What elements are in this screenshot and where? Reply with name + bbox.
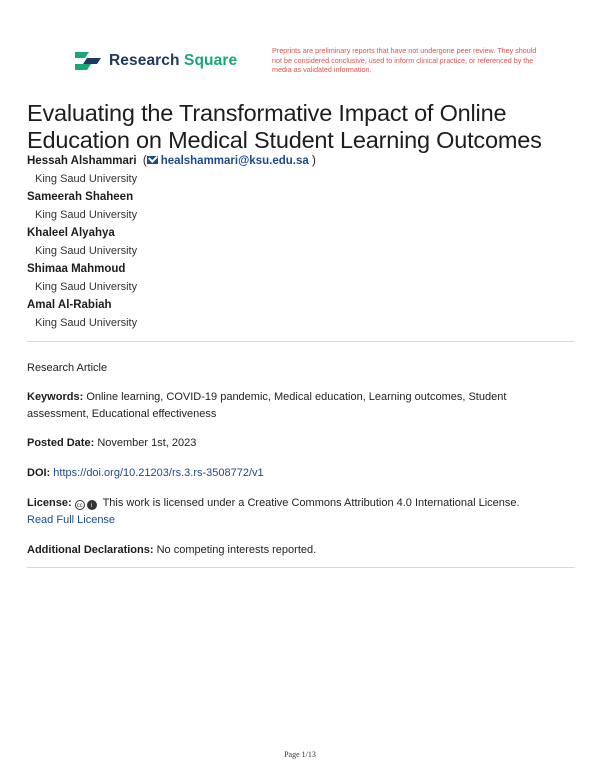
posted-date: [27, 435, 567, 452]
keywords-label: Keywords:: [27, 391, 84, 403]
envelope-icon: [147, 156, 158, 164]
author-affiliation: King Saud University: [35, 209, 138, 221]
author-entry: [27, 260, 567, 296]
declarations-value: No competing interests reported.: [156, 544, 317, 556]
author-entry: Hessah Alshammari ( healshammari@ksu.edu.sa ) King Saud University: [27, 152, 567, 188]
research-square-logo-icon: [73, 48, 103, 74]
divider: [27, 567, 574, 568]
attribution-icon: i: [87, 500, 97, 510]
author-name: Sameerah Shaheen: [27, 191, 134, 203]
keywords-value: Online learning, COVID-19 pandemic, Medical education, Learning outcomes, Student assessment, Educational effectiveness: [27, 391, 507, 420]
cc-license-icons: [75, 500, 97, 510]
author-affiliation: King Saud University: [35, 281, 138, 293]
license: [27, 495, 567, 528]
license-text: This work is licensed under a Creative Commons Attribution 4.0 International License.: [102, 497, 520, 509]
author-email-link[interactable]: healshammari@ksu.edu.sa: [147, 155, 309, 167]
preprint-disclaimer: Preprints are preliminary reports that have not undergone peer review. They should not be considered conclusive, used to inform clinical practice, or referenced by the media as validated information.: [272, 46, 537, 74]
author-name: Shimaa Mahmoud: [27, 263, 126, 275]
author-affiliation: King Saud University: [35, 317, 138, 329]
posted-date-value: November 1st, 2023: [97, 437, 197, 449]
author-affiliation: King Saud University: [35, 173, 138, 185]
additional-declarations: [27, 542, 567, 559]
brand-name: Research Square: [109, 52, 238, 69]
paper-title: Evaluating the Transformative Impact of Online Education on Medical Student Learning Outcomes: [27, 99, 542, 153]
keywords: [27, 389, 567, 422]
doi-link[interactable]: https://doi.org/10.21203/rs.3.rs-3508772/v1: [53, 467, 264, 479]
read-full-license-link[interactable]: Read Full License: [27, 513, 116, 526]
author-name: Khaleel Alyahya: [27, 227, 115, 239]
author-entry: [27, 188, 567, 224]
article-type: Research Article: [27, 362, 108, 374]
author-affiliation: King Saud University: [35, 245, 138, 257]
author-name: Hessah Alshammari: [27, 155, 137, 167]
divider: [27, 341, 574, 342]
author-entry: [27, 224, 567, 260]
declarations-label: Additional Declarations:: [27, 544, 154, 556]
doi: [27, 465, 567, 482]
research-square-logo[interactable]: [73, 46, 237, 76]
author-list: [27, 152, 567, 332]
creative-commons-icon: cc: [75, 500, 85, 510]
page-number: Page 1/13: [284, 750, 316, 759]
license-label: License:: [27, 497, 72, 509]
posted-date-label: Posted Date:: [27, 437, 95, 449]
author-name: Amal Al-Rabiah: [27, 299, 112, 311]
author-entry: [27, 296, 567, 332]
doi-label: DOI:: [27, 467, 51, 479]
